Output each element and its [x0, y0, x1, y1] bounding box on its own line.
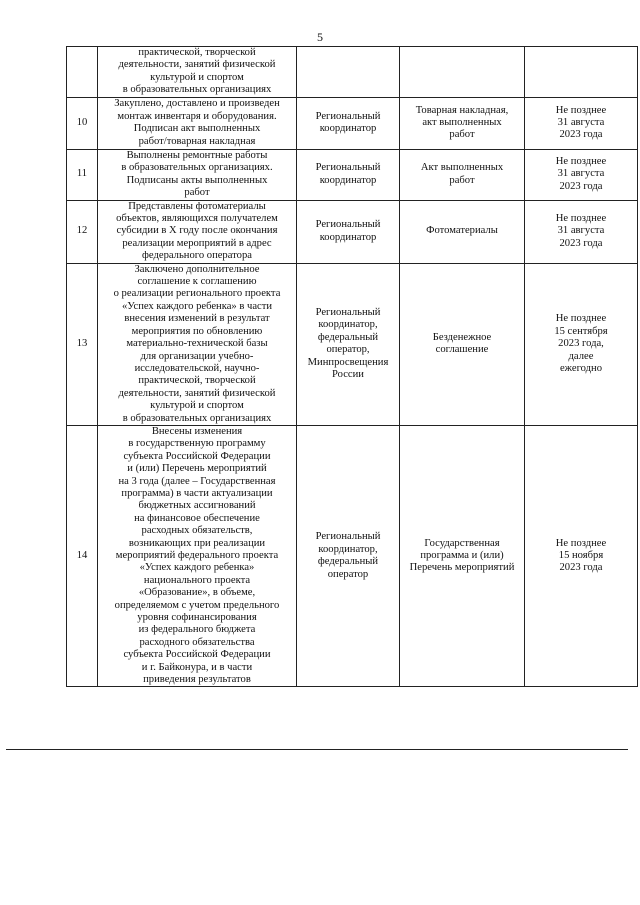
deadline: Не позднее 31 августа 2023 года [525, 200, 638, 263]
confirming-document: Фотоматериалы [400, 200, 525, 263]
event-description: Внесены изменения в государственную программу субъекта Российской Федерации и (или) Перечень мероприятий на 3 года (далее – Государственная программа) в части актуализации бюджетных ассигнований на финансовое обеспечение расходных обязательств, возникающих при реализации мероприятий федерального проекта «Успех каждого ребенка» национального проекта «Образование», в объеме, определяемом с учетом предельного уровня софинансирования из федерального бюджета расходного обязательства субъекта Российской Федерации и г. Байконура, и в части приведения результатов [98, 425, 297, 687]
confirming-document: Безденежное соглашение [400, 263, 525, 425]
responsible-party: Региональный координатор, федеральный оператор, Минпросвещения России [297, 263, 400, 425]
deadline: Не позднее 31 августа 2023 года [525, 97, 638, 149]
deadline: Не позднее 15 ноября 2023 года [525, 425, 638, 687]
responsible-party: Региональный координатор [297, 149, 400, 200]
deadline: Не позднее 31 августа 2023 года [525, 149, 638, 200]
confirming-document: Товарная накладная, акт выполненных работ [400, 97, 525, 149]
confirming-document [400, 47, 525, 98]
responsible-party: Региональный координатор [297, 200, 400, 263]
events-table [66, 46, 638, 687]
event-description: практической, творческой деятельности, занятий физической культурой и спортом в образовательных организациях [98, 47, 297, 98]
event-description: Закуплено, доставлено и произведен монтаж инвентаря и оборудования. Подписан акт выполненных работ/товарная накладная [98, 97, 297, 149]
deadline [525, 47, 638, 98]
row-number [67, 47, 98, 98]
page-divider [6, 749, 628, 750]
table-row [67, 425, 638, 687]
table-row [67, 263, 638, 425]
event-description: Выполнены ремонтные работы в образовательных организациях. Подписаны акты выполненных работ [98, 149, 297, 200]
responsible-party: Региональный координатор, федеральный оператор [297, 425, 400, 687]
row-number: 14 [67, 425, 98, 687]
table-row [67, 97, 638, 149]
table-row [67, 47, 638, 98]
page-number: 5 [317, 30, 323, 44]
deadline: Не позднее 15 сентября 2023 года, далее ежегодно [525, 263, 638, 425]
responsible-party [297, 47, 400, 98]
row-number: 13 [67, 263, 98, 425]
confirming-document: Акт выполненных работ [400, 149, 525, 200]
row-number: 11 [67, 149, 98, 200]
row-number: 10 [67, 97, 98, 149]
row-number: 12 [67, 200, 98, 263]
confirming-document: Государственная программа и (или) Перечень мероприятий [400, 425, 525, 687]
event-description: Представлены фотоматериалы объектов, являющихся получателем субсидии в X году после окончания реализации мероприятий в адрес федерального оператора [98, 200, 297, 263]
table-row [67, 200, 638, 263]
table-row [67, 149, 638, 200]
event-description: Заключено дополнительное соглашение к соглашению о реализации регионального проекта «Успех каждого ребенка» в части внесения изменений в результат мероприятия по обновлению материально-технической базы для организации учебно- исследовательской, научно- практической, творческой деятельности, занятий физической культурой и спортом в образовательных организациях [98, 263, 297, 425]
responsible-party: Региональный координатор [297, 97, 400, 149]
